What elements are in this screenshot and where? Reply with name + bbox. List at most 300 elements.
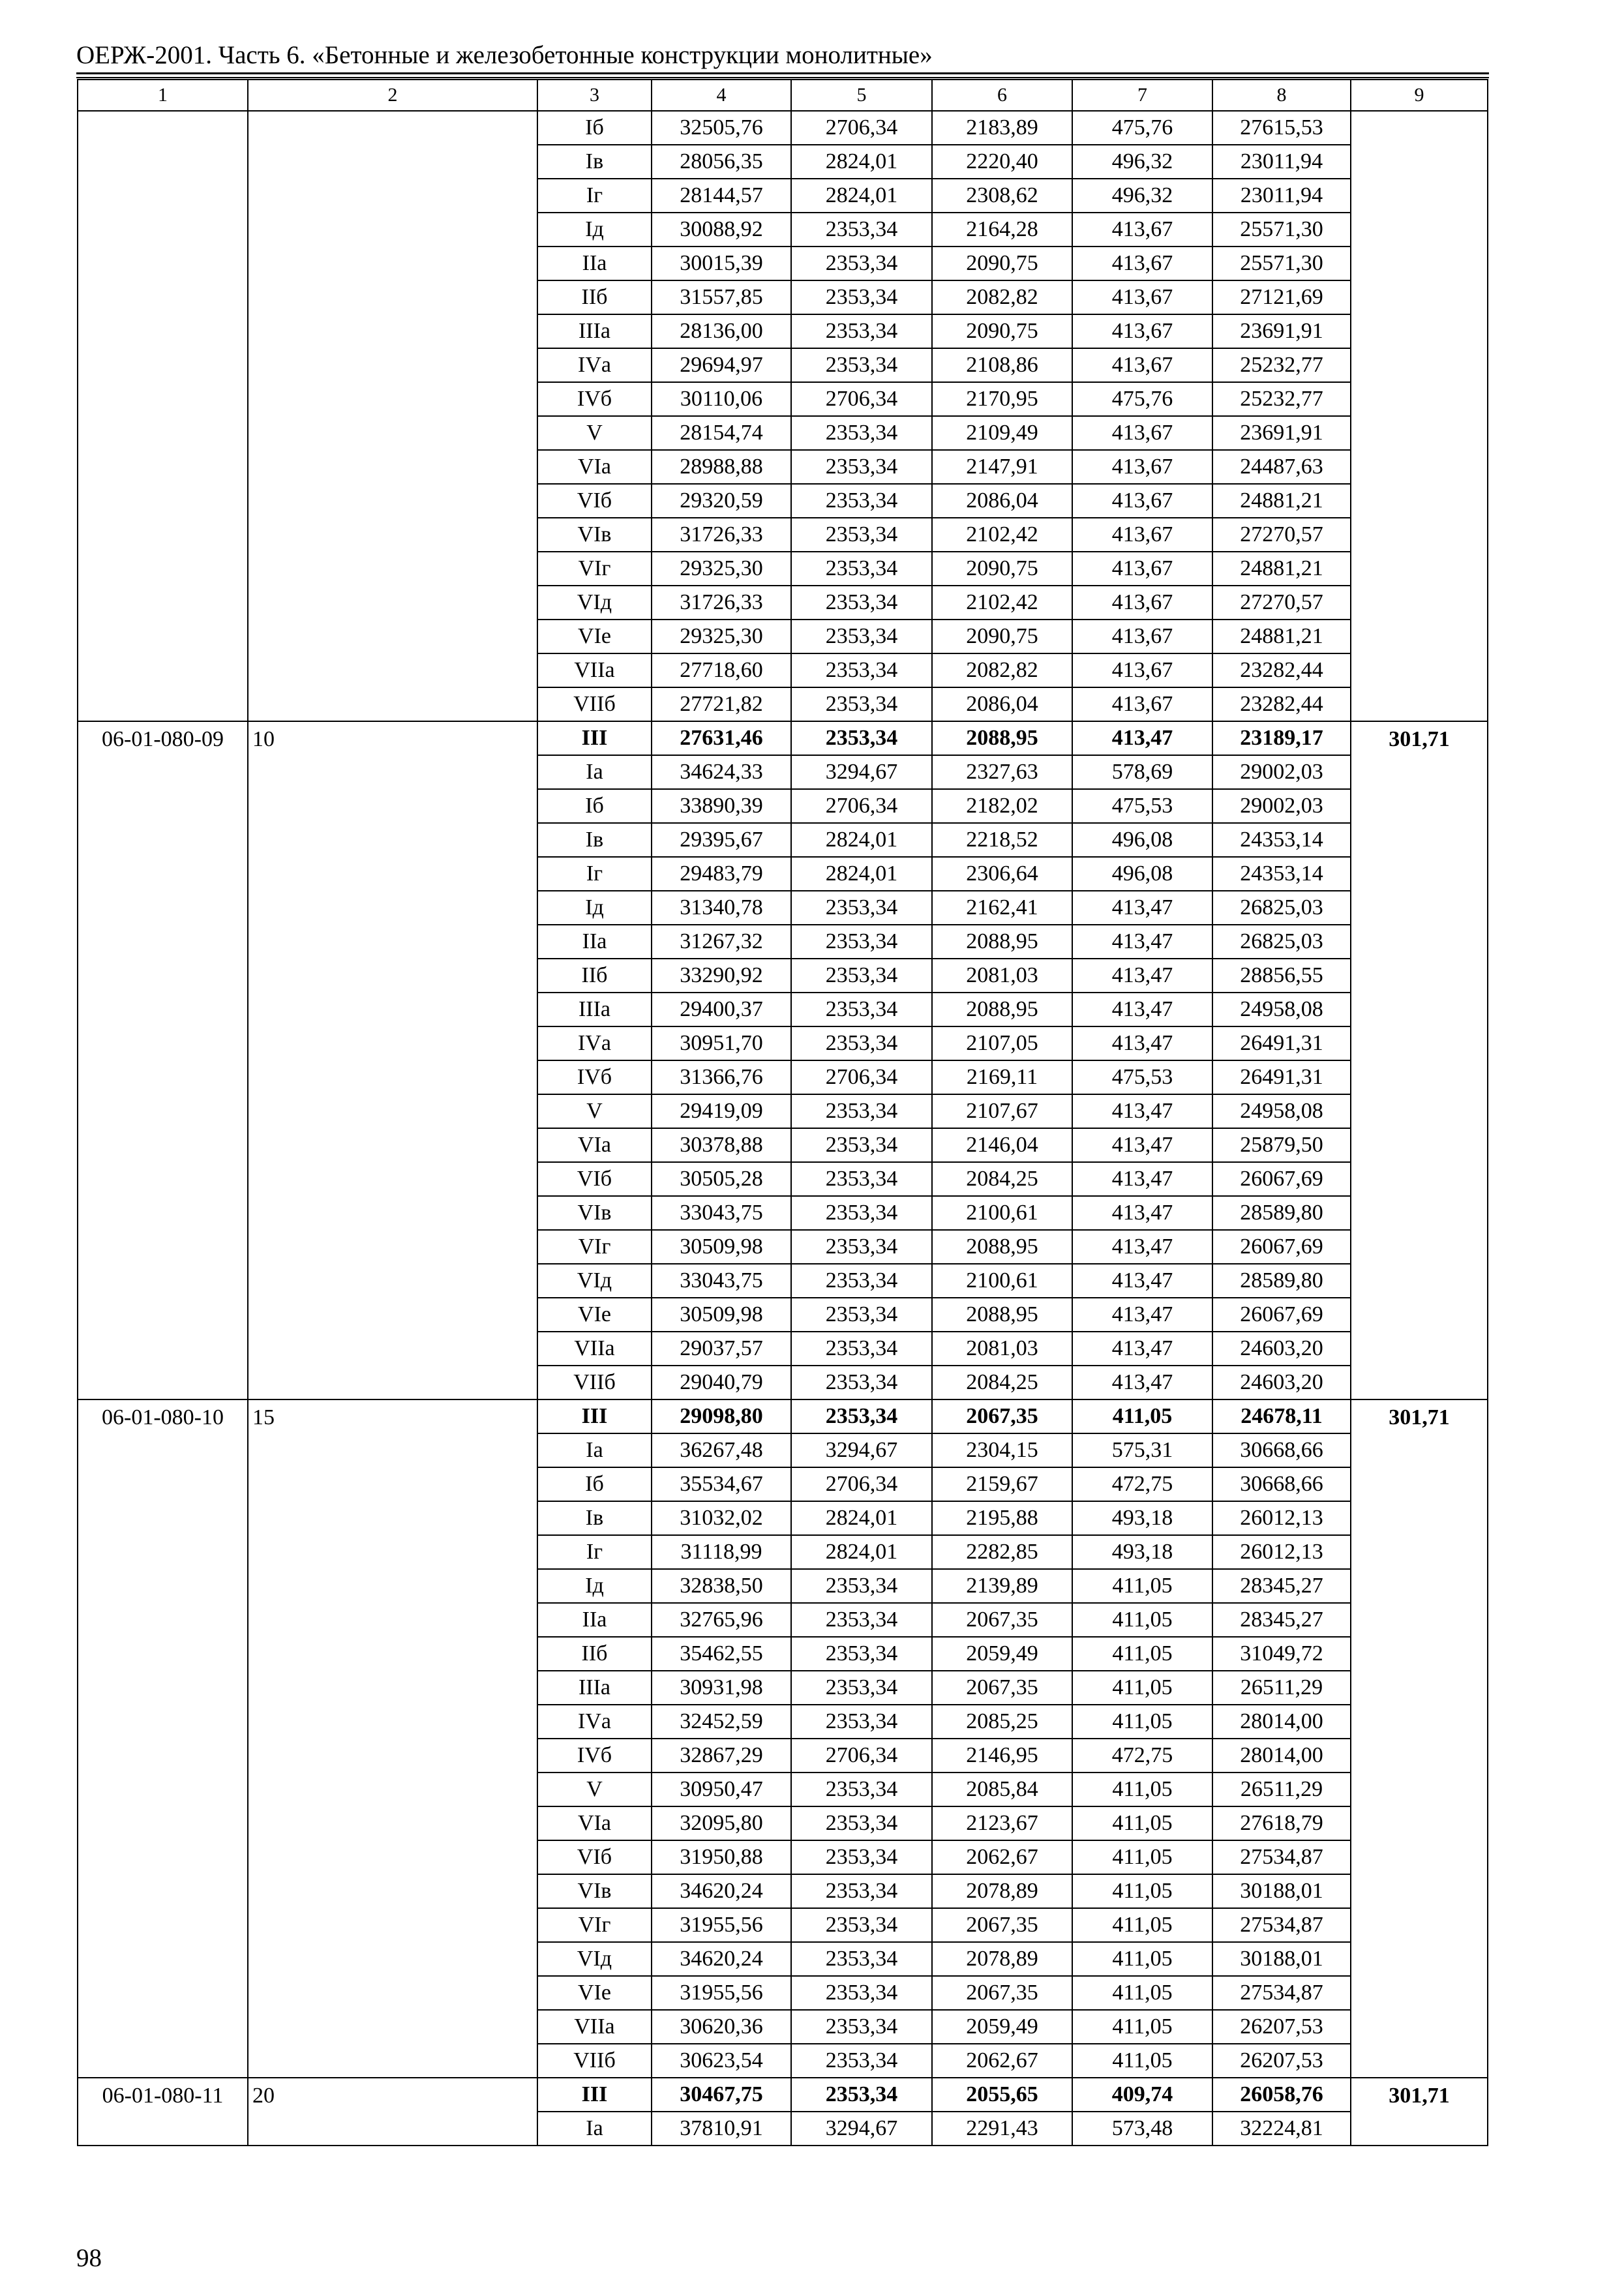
labor-hours xyxy=(1351,111,1488,721)
machinist-wage: 413,47 xyxy=(1072,1128,1212,1162)
zone-code: VIг xyxy=(537,552,652,586)
machine-cost: 2090,75 xyxy=(932,620,1072,653)
machine-cost: 2169,11 xyxy=(932,1060,1072,1094)
total-cost: 28144,57 xyxy=(652,179,791,213)
zone-code: IIб xyxy=(537,959,652,993)
zone-code: VIа xyxy=(537,450,652,484)
materials-cost: 26207,53 xyxy=(1212,2010,1351,2044)
total-cost: 28136,00 xyxy=(652,314,791,348)
labor-cost: 2706,34 xyxy=(791,111,932,145)
materials-cost: 23691,91 xyxy=(1212,314,1351,348)
materials-cost: 28589,80 xyxy=(1212,1196,1351,1230)
materials-cost: 28014,00 xyxy=(1212,1739,1351,1773)
materials-cost: 24603,20 xyxy=(1212,1366,1351,1399)
zone-code: Iа xyxy=(537,755,652,789)
zone-code: VIв xyxy=(537,1196,652,1230)
machine-cost: 2059,49 xyxy=(932,1637,1072,1671)
zone-code: Iа xyxy=(537,2112,652,2146)
materials-cost: 26511,29 xyxy=(1212,1671,1351,1705)
materials-cost: 24958,08 xyxy=(1212,1094,1351,1128)
zone-code: VIг xyxy=(537,1908,652,1942)
labor-cost: 2353,34 xyxy=(791,1264,932,1298)
machinist-wage: 493,18 xyxy=(1072,1501,1212,1535)
zone-code: Iб xyxy=(537,789,652,823)
machine-cost: 2085,84 xyxy=(932,1773,1072,1806)
total-cost: 35462,55 xyxy=(652,1637,791,1671)
column-number: 8 xyxy=(1212,80,1351,111)
rate-code xyxy=(78,111,248,721)
labor-cost: 2353,34 xyxy=(791,687,932,721)
machinist-wage: 411,05 xyxy=(1072,1569,1212,1603)
machinist-wage: 413,67 xyxy=(1072,450,1212,484)
machine-cost: 2220,40 xyxy=(932,145,1072,179)
machinist-wage: 413,67 xyxy=(1072,247,1212,280)
labor-cost: 2706,34 xyxy=(791,1467,932,1501)
labor-cost: 2353,34 xyxy=(791,1162,932,1196)
labor-cost: 2353,34 xyxy=(791,925,932,959)
materials-cost: 26058,76 xyxy=(1212,2078,1351,2112)
zone-code: VIд xyxy=(537,1264,652,1298)
machine-cost: 2055,65 xyxy=(932,2078,1072,2112)
labor-cost: 2353,34 xyxy=(791,1230,932,1264)
header-rule xyxy=(76,72,1489,74)
rate-parameter: 20 xyxy=(248,2078,537,2146)
total-cost: 31955,56 xyxy=(652,1908,791,1942)
zone-code: V xyxy=(537,1773,652,1806)
machinist-wage: 496,08 xyxy=(1072,857,1212,891)
machinist-wage: 413,47 xyxy=(1072,1094,1212,1128)
table-body xyxy=(78,80,1488,2146)
machinist-wage: 413,47 xyxy=(1072,1162,1212,1196)
page-number: 98 xyxy=(76,2244,102,2272)
machinist-wage: 411,05 xyxy=(1072,1637,1212,1671)
machinist-wage: 413,67 xyxy=(1072,653,1212,687)
machinist-wage: 496,08 xyxy=(1072,823,1212,857)
machine-cost: 2086,04 xyxy=(932,687,1072,721)
zone-code: VIIб xyxy=(537,2044,652,2078)
labor-cost: 2353,34 xyxy=(791,721,932,755)
materials-cost: 27121,69 xyxy=(1212,280,1351,314)
total-cost: 32765,96 xyxy=(652,1603,791,1637)
total-cost: 35534,67 xyxy=(652,1467,791,1501)
materials-cost: 23691,91 xyxy=(1212,416,1351,450)
machinist-wage: 411,05 xyxy=(1072,1603,1212,1637)
machinist-wage: 413,47 xyxy=(1072,1264,1212,1298)
total-cost: 30509,98 xyxy=(652,1298,791,1332)
labor-cost: 2353,34 xyxy=(791,314,932,348)
total-cost: 33890,39 xyxy=(652,789,791,823)
total-cost: 30509,98 xyxy=(652,1230,791,1264)
materials-cost: 24487,63 xyxy=(1212,450,1351,484)
zone-code: VIб xyxy=(537,484,652,518)
total-cost: 32095,80 xyxy=(652,1806,791,1840)
total-cost: 36267,48 xyxy=(652,1433,791,1467)
column-number: 6 xyxy=(932,80,1072,111)
labor-cost: 2353,34 xyxy=(791,1806,932,1840)
total-cost: 29037,57 xyxy=(652,1332,791,1366)
total-cost: 32505,76 xyxy=(652,111,791,145)
machine-cost: 2100,61 xyxy=(932,1264,1072,1298)
total-cost: 31950,88 xyxy=(652,1840,791,1874)
total-cost: 30467,75 xyxy=(652,2078,791,2112)
labor-cost: 2353,34 xyxy=(791,552,932,586)
machine-cost: 2090,75 xyxy=(932,552,1072,586)
machine-cost: 2059,49 xyxy=(932,2010,1072,2044)
table-row xyxy=(78,2078,1488,2112)
materials-cost: 26511,29 xyxy=(1212,1773,1351,1806)
machinist-wage: 413,47 xyxy=(1072,1026,1212,1060)
total-cost: 29483,79 xyxy=(652,857,791,891)
machinist-wage: 413,67 xyxy=(1072,416,1212,450)
total-cost: 30620,36 xyxy=(652,2010,791,2044)
machine-cost: 2308,62 xyxy=(932,179,1072,213)
total-cost: 30950,47 xyxy=(652,1773,791,1806)
machinist-wage: 413,67 xyxy=(1072,280,1212,314)
labor-cost: 2353,34 xyxy=(791,1976,932,2010)
machinist-wage: 413,47 xyxy=(1072,721,1212,755)
materials-cost: 26012,13 xyxy=(1212,1501,1351,1535)
machine-cost: 2291,43 xyxy=(932,2112,1072,2146)
total-cost: 31366,76 xyxy=(652,1060,791,1094)
zone-code: VIIб xyxy=(537,1366,652,1399)
labor-cost: 3294,67 xyxy=(791,755,932,789)
machinist-wage: 496,32 xyxy=(1072,179,1212,213)
machinist-wage: 411,05 xyxy=(1072,1773,1212,1806)
materials-cost: 32224,81 xyxy=(1212,2112,1351,2146)
machinist-wage: 472,75 xyxy=(1072,1467,1212,1501)
total-cost: 30623,54 xyxy=(652,2044,791,2078)
machinist-wage: 413,67 xyxy=(1072,552,1212,586)
zone-code: VIIб xyxy=(537,687,652,721)
labor-cost: 2706,34 xyxy=(791,382,932,416)
zone-code: VIв xyxy=(537,518,652,552)
zone-code: III xyxy=(537,1399,652,1433)
machinist-wage: 578,69 xyxy=(1072,755,1212,789)
labor-cost: 2824,01 xyxy=(791,1501,932,1535)
machinist-wage: 411,05 xyxy=(1072,1399,1212,1433)
machine-cost: 2067,35 xyxy=(932,1908,1072,1942)
labor-cost: 2353,34 xyxy=(791,1196,932,1230)
page-header-title: ОЕРЖ-2001. Часть 6. «Бетонные и железобетонные конструкции монолитные» xyxy=(76,41,933,69)
machinist-wage: 413,67 xyxy=(1072,314,1212,348)
materials-cost: 28014,00 xyxy=(1212,1705,1351,1739)
zone-code: VIе xyxy=(537,1976,652,2010)
labor-cost: 2353,34 xyxy=(791,891,932,925)
zone-code: Iа xyxy=(537,1433,652,1467)
machine-cost: 2218,52 xyxy=(932,823,1072,857)
machinist-wage: 575,31 xyxy=(1072,1433,1212,1467)
table-row xyxy=(78,721,1488,755)
rate-code: 06-01-080-11 xyxy=(78,2078,248,2146)
machinist-wage: 411,05 xyxy=(1072,1806,1212,1840)
materials-cost: 26491,31 xyxy=(1212,1026,1351,1060)
machine-cost: 2164,28 xyxy=(932,213,1072,247)
column-number-row xyxy=(78,80,1488,111)
total-cost: 28988,88 xyxy=(652,450,791,484)
zone-code: VIа xyxy=(537,1806,652,1840)
total-cost: 30951,70 xyxy=(652,1026,791,1060)
machine-cost: 2084,25 xyxy=(932,1162,1072,1196)
machinist-wage: 413,67 xyxy=(1072,586,1212,620)
total-cost: 34624,33 xyxy=(652,755,791,789)
zone-code: IVа xyxy=(537,1026,652,1060)
column-number: 9 xyxy=(1351,80,1488,111)
materials-cost: 24881,21 xyxy=(1212,620,1351,653)
materials-cost: 24958,08 xyxy=(1212,993,1351,1026)
total-cost: 30110,06 xyxy=(652,382,791,416)
total-cost: 27721,82 xyxy=(652,687,791,721)
zone-code: Iг xyxy=(537,857,652,891)
rate-code: 06-01-080-09 xyxy=(78,721,248,1399)
materials-cost: 27270,57 xyxy=(1212,518,1351,552)
materials-cost: 30188,01 xyxy=(1212,1874,1351,1908)
machine-cost: 2327,63 xyxy=(932,755,1072,789)
labor-cost: 2353,34 xyxy=(791,2078,932,2112)
machine-cost: 2084,25 xyxy=(932,1366,1072,1399)
materials-cost: 25232,77 xyxy=(1212,348,1351,382)
rate-parameter: 10 xyxy=(248,721,537,1399)
zone-code: VIд xyxy=(537,586,652,620)
machine-cost: 2081,03 xyxy=(932,959,1072,993)
total-cost: 31032,02 xyxy=(652,1501,791,1535)
machinist-wage: 413,67 xyxy=(1072,484,1212,518)
labor-cost: 2353,34 xyxy=(791,1026,932,1060)
machinist-wage: 413,47 xyxy=(1072,925,1212,959)
materials-cost: 27615,53 xyxy=(1212,111,1351,145)
total-cost: 31118,99 xyxy=(652,1535,791,1569)
zone-code: VIIа xyxy=(537,2010,652,2044)
materials-cost: 26825,03 xyxy=(1212,891,1351,925)
machine-cost: 2088,95 xyxy=(932,1298,1072,1332)
labor-cost: 2353,34 xyxy=(791,1773,932,1806)
machine-cost: 2108,86 xyxy=(932,348,1072,382)
labor-cost: 2353,34 xyxy=(791,586,932,620)
machine-cost: 2139,89 xyxy=(932,1569,1072,1603)
zone-code: VIIа xyxy=(537,1332,652,1366)
total-cost: 27631,46 xyxy=(652,721,791,755)
machinist-wage: 413,47 xyxy=(1072,1298,1212,1332)
machine-cost: 2090,75 xyxy=(932,247,1072,280)
machinist-wage: 413,67 xyxy=(1072,348,1212,382)
total-cost: 28154,74 xyxy=(652,416,791,450)
machinist-wage: 496,32 xyxy=(1072,145,1212,179)
rate-parameter: 15 xyxy=(248,1399,537,2078)
total-cost: 32838,50 xyxy=(652,1569,791,1603)
labor-cost: 2353,34 xyxy=(791,620,932,653)
machine-cost: 2088,95 xyxy=(932,993,1072,1026)
labor-cost: 2353,34 xyxy=(791,1366,932,1399)
machinist-wage: 413,47 xyxy=(1072,1196,1212,1230)
labor-cost: 2353,34 xyxy=(791,280,932,314)
materials-cost: 30188,01 xyxy=(1212,1942,1351,1976)
labor-cost: 2353,34 xyxy=(791,1705,932,1739)
machine-cost: 2102,42 xyxy=(932,586,1072,620)
zone-code: IVб xyxy=(537,1060,652,1094)
materials-cost: 26067,69 xyxy=(1212,1162,1351,1196)
header-rule-secondary xyxy=(76,77,1489,78)
total-cost: 31726,33 xyxy=(652,586,791,620)
materials-cost: 23189,17 xyxy=(1212,721,1351,755)
zone-code: Iб xyxy=(537,111,652,145)
materials-cost: 25232,77 xyxy=(1212,382,1351,416)
materials-cost: 23282,44 xyxy=(1212,687,1351,721)
labor-cost: 2353,34 xyxy=(791,484,932,518)
machinist-wage: 573,48 xyxy=(1072,2112,1212,2146)
zone-code: VIг xyxy=(537,1230,652,1264)
machine-cost: 2062,67 xyxy=(932,1840,1072,1874)
labor-cost: 2824,01 xyxy=(791,179,932,213)
zone-code: IIа xyxy=(537,925,652,959)
materials-cost: 28589,80 xyxy=(1212,1264,1351,1298)
machine-cost: 2170,95 xyxy=(932,382,1072,416)
machine-cost: 2090,75 xyxy=(932,314,1072,348)
total-cost: 29098,80 xyxy=(652,1399,791,1433)
labor-cost: 2353,34 xyxy=(791,1874,932,1908)
total-cost: 37810,91 xyxy=(652,2112,791,2146)
zone-code: IVа xyxy=(537,348,652,382)
zone-code: Iв xyxy=(537,1501,652,1535)
zone-code: IVб xyxy=(537,1739,652,1773)
labor-cost: 2353,34 xyxy=(791,1094,932,1128)
machine-cost: 2088,95 xyxy=(932,925,1072,959)
total-cost: 33290,92 xyxy=(652,959,791,993)
materials-cost: 26207,53 xyxy=(1212,2044,1351,2078)
labor-cost: 2353,34 xyxy=(791,1908,932,1942)
machinist-wage: 409,74 xyxy=(1072,2078,1212,2112)
total-cost: 31340,78 xyxy=(652,891,791,925)
labor-cost: 2353,34 xyxy=(791,213,932,247)
total-cost: 31955,56 xyxy=(652,1976,791,2010)
column-number: 7 xyxy=(1072,80,1212,111)
zone-code: IVб xyxy=(537,382,652,416)
machine-cost: 2282,85 xyxy=(932,1535,1072,1569)
materials-cost: 27618,79 xyxy=(1212,1806,1351,1840)
machine-cost: 2146,04 xyxy=(932,1128,1072,1162)
machine-cost: 2078,89 xyxy=(932,1874,1072,1908)
zone-code: IIа xyxy=(537,1603,652,1637)
zone-code: VIд xyxy=(537,1942,652,1976)
machine-cost: 2062,67 xyxy=(932,2044,1072,2078)
machine-cost: 2159,67 xyxy=(932,1467,1072,1501)
labor-cost: 2353,34 xyxy=(791,959,932,993)
labor-cost: 2706,34 xyxy=(791,1739,932,1773)
machinist-wage: 411,05 xyxy=(1072,2010,1212,2044)
labor-cost: 2353,34 xyxy=(791,1942,932,1976)
labor-cost: 2353,34 xyxy=(791,1569,932,1603)
materials-cost: 31049,72 xyxy=(1212,1637,1351,1671)
total-cost: 33043,75 xyxy=(652,1264,791,1298)
labor-cost: 2353,34 xyxy=(791,348,932,382)
machinist-wage: 413,47 xyxy=(1072,1230,1212,1264)
materials-cost: 25571,30 xyxy=(1212,213,1351,247)
machinist-wage: 411,05 xyxy=(1072,2044,1212,2078)
total-cost: 29325,30 xyxy=(652,552,791,586)
zone-code: Iг xyxy=(537,179,652,213)
labor-cost: 2353,34 xyxy=(791,518,932,552)
zone-code: VIе xyxy=(537,1298,652,1332)
machinist-wage: 413,67 xyxy=(1072,518,1212,552)
machine-cost: 2100,61 xyxy=(932,1196,1072,1230)
total-cost: 29040,79 xyxy=(652,1366,791,1399)
zone-code: IIб xyxy=(537,280,652,314)
zone-code: VIб xyxy=(537,1840,652,1874)
machine-cost: 2081,03 xyxy=(932,1332,1072,1366)
machinist-wage: 413,67 xyxy=(1072,213,1212,247)
column-number: 5 xyxy=(791,80,932,111)
materials-cost: 26012,13 xyxy=(1212,1535,1351,1569)
machinist-wage: 411,05 xyxy=(1072,1908,1212,1942)
table-row xyxy=(78,111,1488,145)
zone-code: Iд xyxy=(537,213,652,247)
machine-cost: 2086,04 xyxy=(932,484,1072,518)
zone-code: VIб xyxy=(537,1162,652,1196)
machinist-wage: 475,53 xyxy=(1072,789,1212,823)
machine-cost: 2088,95 xyxy=(932,721,1072,755)
price-table xyxy=(77,79,1488,2146)
materials-cost: 23011,94 xyxy=(1212,145,1351,179)
column-number: 4 xyxy=(652,80,791,111)
materials-cost: 23011,94 xyxy=(1212,179,1351,213)
labor-cost: 2353,34 xyxy=(791,1128,932,1162)
total-cost: 31557,85 xyxy=(652,280,791,314)
machine-cost: 2067,35 xyxy=(932,1671,1072,1705)
machine-cost: 2147,91 xyxy=(932,450,1072,484)
zone-code: VIв xyxy=(537,1874,652,1908)
machine-cost: 2183,89 xyxy=(932,111,1072,145)
machinist-wage: 411,05 xyxy=(1072,1874,1212,1908)
labor-cost: 2353,34 xyxy=(791,1399,932,1433)
machinist-wage: 411,05 xyxy=(1072,1840,1212,1874)
labor-cost: 3294,67 xyxy=(791,2112,932,2146)
materials-cost: 28345,27 xyxy=(1212,1569,1351,1603)
labor-cost: 2353,34 xyxy=(791,1637,932,1671)
machine-cost: 2085,25 xyxy=(932,1705,1072,1739)
machinist-wage: 493,18 xyxy=(1072,1535,1212,1569)
labor-cost: 2824,01 xyxy=(791,857,932,891)
zone-code: Iб xyxy=(537,1467,652,1501)
labor-cost: 3294,67 xyxy=(791,1433,932,1467)
machinist-wage: 413,47 xyxy=(1072,1366,1212,1399)
materials-cost: 24678,11 xyxy=(1212,1399,1351,1433)
zone-code: IIIа xyxy=(537,993,652,1026)
machine-cost: 2182,02 xyxy=(932,789,1072,823)
materials-cost: 28856,55 xyxy=(1212,959,1351,993)
machinist-wage: 475,76 xyxy=(1072,111,1212,145)
labor-cost: 2353,34 xyxy=(791,1671,932,1705)
labor-cost: 2353,34 xyxy=(791,2010,932,2044)
machine-cost: 2195,88 xyxy=(932,1501,1072,1535)
labor-hours: 301,71 xyxy=(1351,2078,1488,2146)
machinist-wage: 413,47 xyxy=(1072,993,1212,1026)
zone-code: IIIа xyxy=(537,314,652,348)
labor-cost: 2353,34 xyxy=(791,1298,932,1332)
labor-cost: 2353,34 xyxy=(791,653,932,687)
materials-cost: 26067,69 xyxy=(1212,1230,1351,1264)
machine-cost: 2304,15 xyxy=(932,1433,1072,1467)
machine-cost: 2078,89 xyxy=(932,1942,1072,1976)
total-cost: 32867,29 xyxy=(652,1739,791,1773)
column-number: 3 xyxy=(537,80,652,111)
total-cost: 34620,24 xyxy=(652,1942,791,1976)
total-cost: 30015,39 xyxy=(652,247,791,280)
zone-code: Iв xyxy=(537,823,652,857)
labor-cost: 2353,34 xyxy=(791,416,932,450)
total-cost: 29400,37 xyxy=(652,993,791,1026)
materials-cost: 26067,69 xyxy=(1212,1298,1351,1332)
machine-cost: 2082,82 xyxy=(932,653,1072,687)
labor-cost: 2824,01 xyxy=(791,823,932,857)
zone-code: IIб xyxy=(537,1637,652,1671)
